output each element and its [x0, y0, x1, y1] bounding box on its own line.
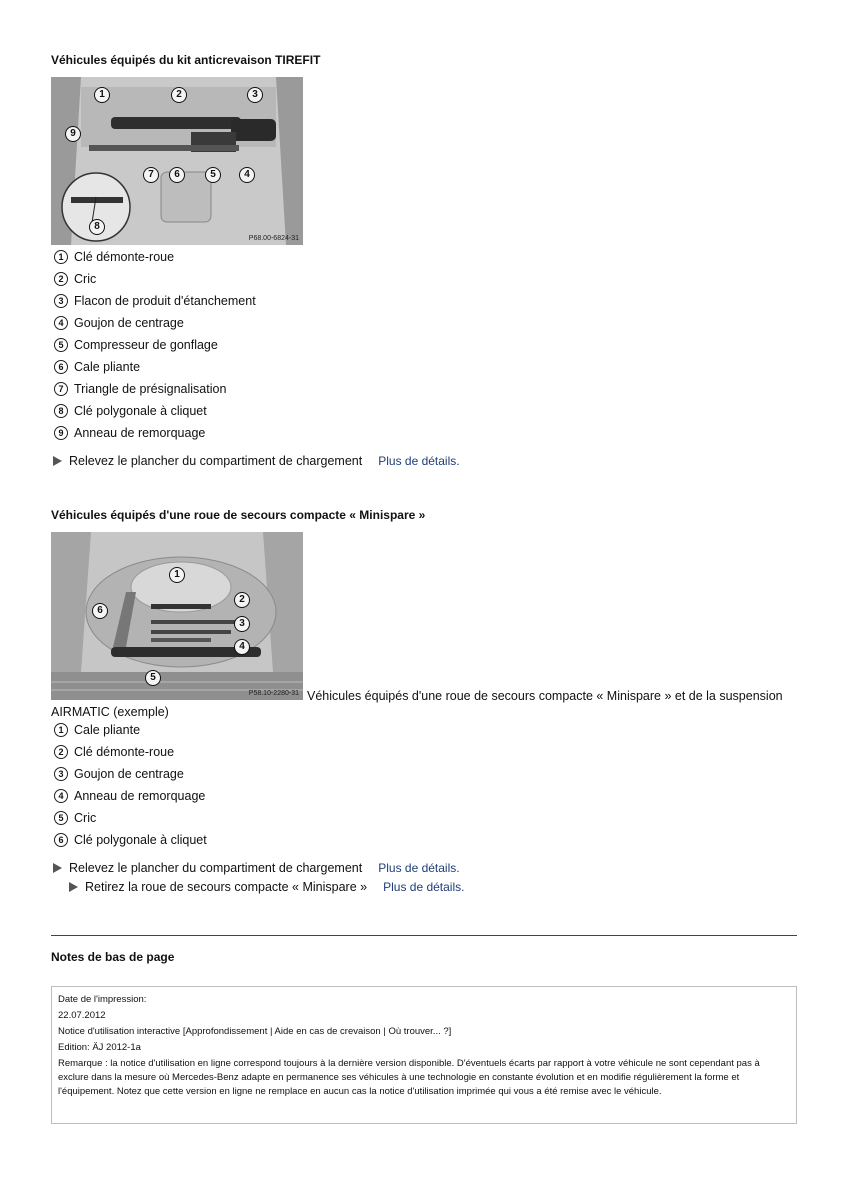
number-badge: 4: [54, 316, 68, 330]
number-badge: 6: [54, 833, 68, 847]
details-link[interactable]: Plus de détails.: [383, 880, 465, 894]
callout-6: 6: [169, 167, 185, 183]
details-link[interactable]: Plus de détails.: [378, 454, 460, 468]
legend-item: [54, 401, 256, 421]
number-badge: 4: [54, 789, 68, 803]
footnotes-title: Notes de bas de page: [51, 950, 175, 964]
legend-item: [54, 269, 256, 289]
legend-list-2: [54, 720, 207, 852]
step-text: Relevez le plancher du compartiment de chargement: [69, 861, 363, 875]
callout-1: 1: [94, 87, 110, 103]
number-badge: 1: [54, 250, 68, 264]
callout-5: 5: [205, 167, 221, 183]
legend-item: [54, 786, 207, 806]
figure-caption-line1: Véhicules équipés d'une roue de secours compacte « Minispare » et de la suspension: [307, 689, 783, 703]
legend-label: Clé polygonale à cliquet: [74, 833, 207, 847]
figure-code: P58.10-2280-31: [248, 690, 299, 697]
legend-item: [54, 357, 256, 377]
legend-item: [54, 720, 207, 740]
arrow-icon: [69, 882, 78, 892]
step-text: Relevez le plancher du compartiment de chargement: [69, 454, 363, 468]
number-badge: 9: [54, 426, 68, 440]
legend-item: [54, 379, 256, 399]
edition: Edition: ÄJ 2012-1a: [58, 1042, 141, 1053]
legend-label: Goujon de centrage: [74, 767, 184, 781]
callout-5: 5: [145, 670, 161, 686]
legend-label: Clé démonte-roue: [74, 745, 175, 759]
callout-3: 3: [247, 87, 263, 103]
tirefit-figure: [51, 77, 303, 245]
legend-item: [54, 830, 207, 850]
step-raise-floor: [53, 454, 460, 468]
legend-label: Cale pliante: [74, 360, 141, 374]
minispare-figure: [51, 532, 303, 700]
legend-label: Triangle de présignalisation: [74, 382, 227, 396]
legend-item: [54, 291, 256, 311]
divider: [51, 935, 797, 936]
legend-label: Clé démonte-roue: [74, 250, 175, 264]
number-badge: 5: [54, 811, 68, 825]
section1-title: Véhicules équipés du kit anticrevaison TIREFIT: [51, 53, 321, 67]
number-badge: 5: [54, 338, 68, 352]
number-badge: 8: [54, 404, 68, 418]
number-badge: 2: [54, 272, 68, 286]
callout-4: 4: [239, 167, 255, 183]
legend-item: [54, 335, 256, 355]
callout-2: 2: [234, 592, 250, 608]
step-raise-floor-2: [53, 861, 460, 875]
legend-label: Anneau de remorquage: [74, 789, 206, 803]
remark: Remarque : la notice d'utilisation en ligne correspond toujours à la dernière version disponible. D'éventuels écarts par rapport à votre véhicule ne sont cependant pas à exclure dans la mesure où Mercedes-Benz adapte en permanence ses véhicules à une technologie en constante évolution et en modifie régulièrement la forme et l'équipement. Notez que cette version en ligne ne remplace en aucun cas la notice d'utilisation imprimée qui vous a été remise avec le véhicule.: [58, 1058, 760, 1097]
callout-6: 6: [92, 603, 108, 619]
section2-title: Véhicules équipés d'une roue de secours compacte « Minispare »: [51, 508, 426, 522]
number-badge: 3: [54, 294, 68, 308]
legend-label: Cric: [74, 272, 97, 286]
legend-item: [54, 247, 256, 267]
legend-label: Flacon de produit d'étanchement: [74, 294, 256, 308]
legend-item: [54, 313, 256, 333]
legend-label: Compresseur de gonflage: [74, 338, 218, 352]
print-date: 22.07.2012: [58, 1010, 106, 1021]
arrow-icon: [53, 456, 62, 466]
legend-item: [54, 764, 207, 784]
legend-item: [54, 742, 207, 762]
arrow-icon: [53, 863, 62, 873]
legend-item: [54, 423, 256, 443]
legend-label: Anneau de remorquage: [74, 426, 206, 440]
number-badge: 6: [54, 360, 68, 374]
callout-3: 3: [234, 616, 250, 632]
number-badge: 2: [54, 745, 68, 759]
legend-label: Cric: [74, 811, 97, 825]
step-text: Retirez la roue de secours compacte « Minispare »: [85, 880, 368, 894]
step-remove-spare: [69, 880, 464, 894]
legend-item: [54, 808, 207, 828]
details-link[interactable]: Plus de détails.: [378, 861, 460, 875]
callout-2: 2: [171, 87, 187, 103]
callout-8: 8: [89, 219, 105, 235]
number-badge: 3: [54, 767, 68, 781]
print-date-label: Date de l'impression:: [58, 994, 147, 1005]
legend-list-1: [54, 247, 256, 445]
legend-label: Goujon de centrage: [74, 316, 184, 330]
number-badge: 1: [54, 723, 68, 737]
trunk-spare-illustration: [51, 532, 303, 700]
footnotes-box: [51, 986, 797, 1124]
callout-1: 1: [169, 567, 185, 583]
figure-caption-line2: AIRMATIC (exemple): [51, 705, 169, 719]
callout-4: 4: [234, 639, 250, 655]
figure-code: P68.00-6824-31: [248, 235, 299, 242]
doc-path: Notice d'utilisation interactive [Approfondissement | Aide en cas de crevaison | Où trouver... ?]: [58, 1026, 452, 1037]
callout-9: 9: [65, 126, 81, 142]
number-badge: 7: [54, 382, 68, 396]
legend-label: Clé polygonale à cliquet: [74, 404, 207, 418]
callout-7: 7: [143, 167, 159, 183]
legend-label: Cale pliante: [74, 723, 141, 737]
